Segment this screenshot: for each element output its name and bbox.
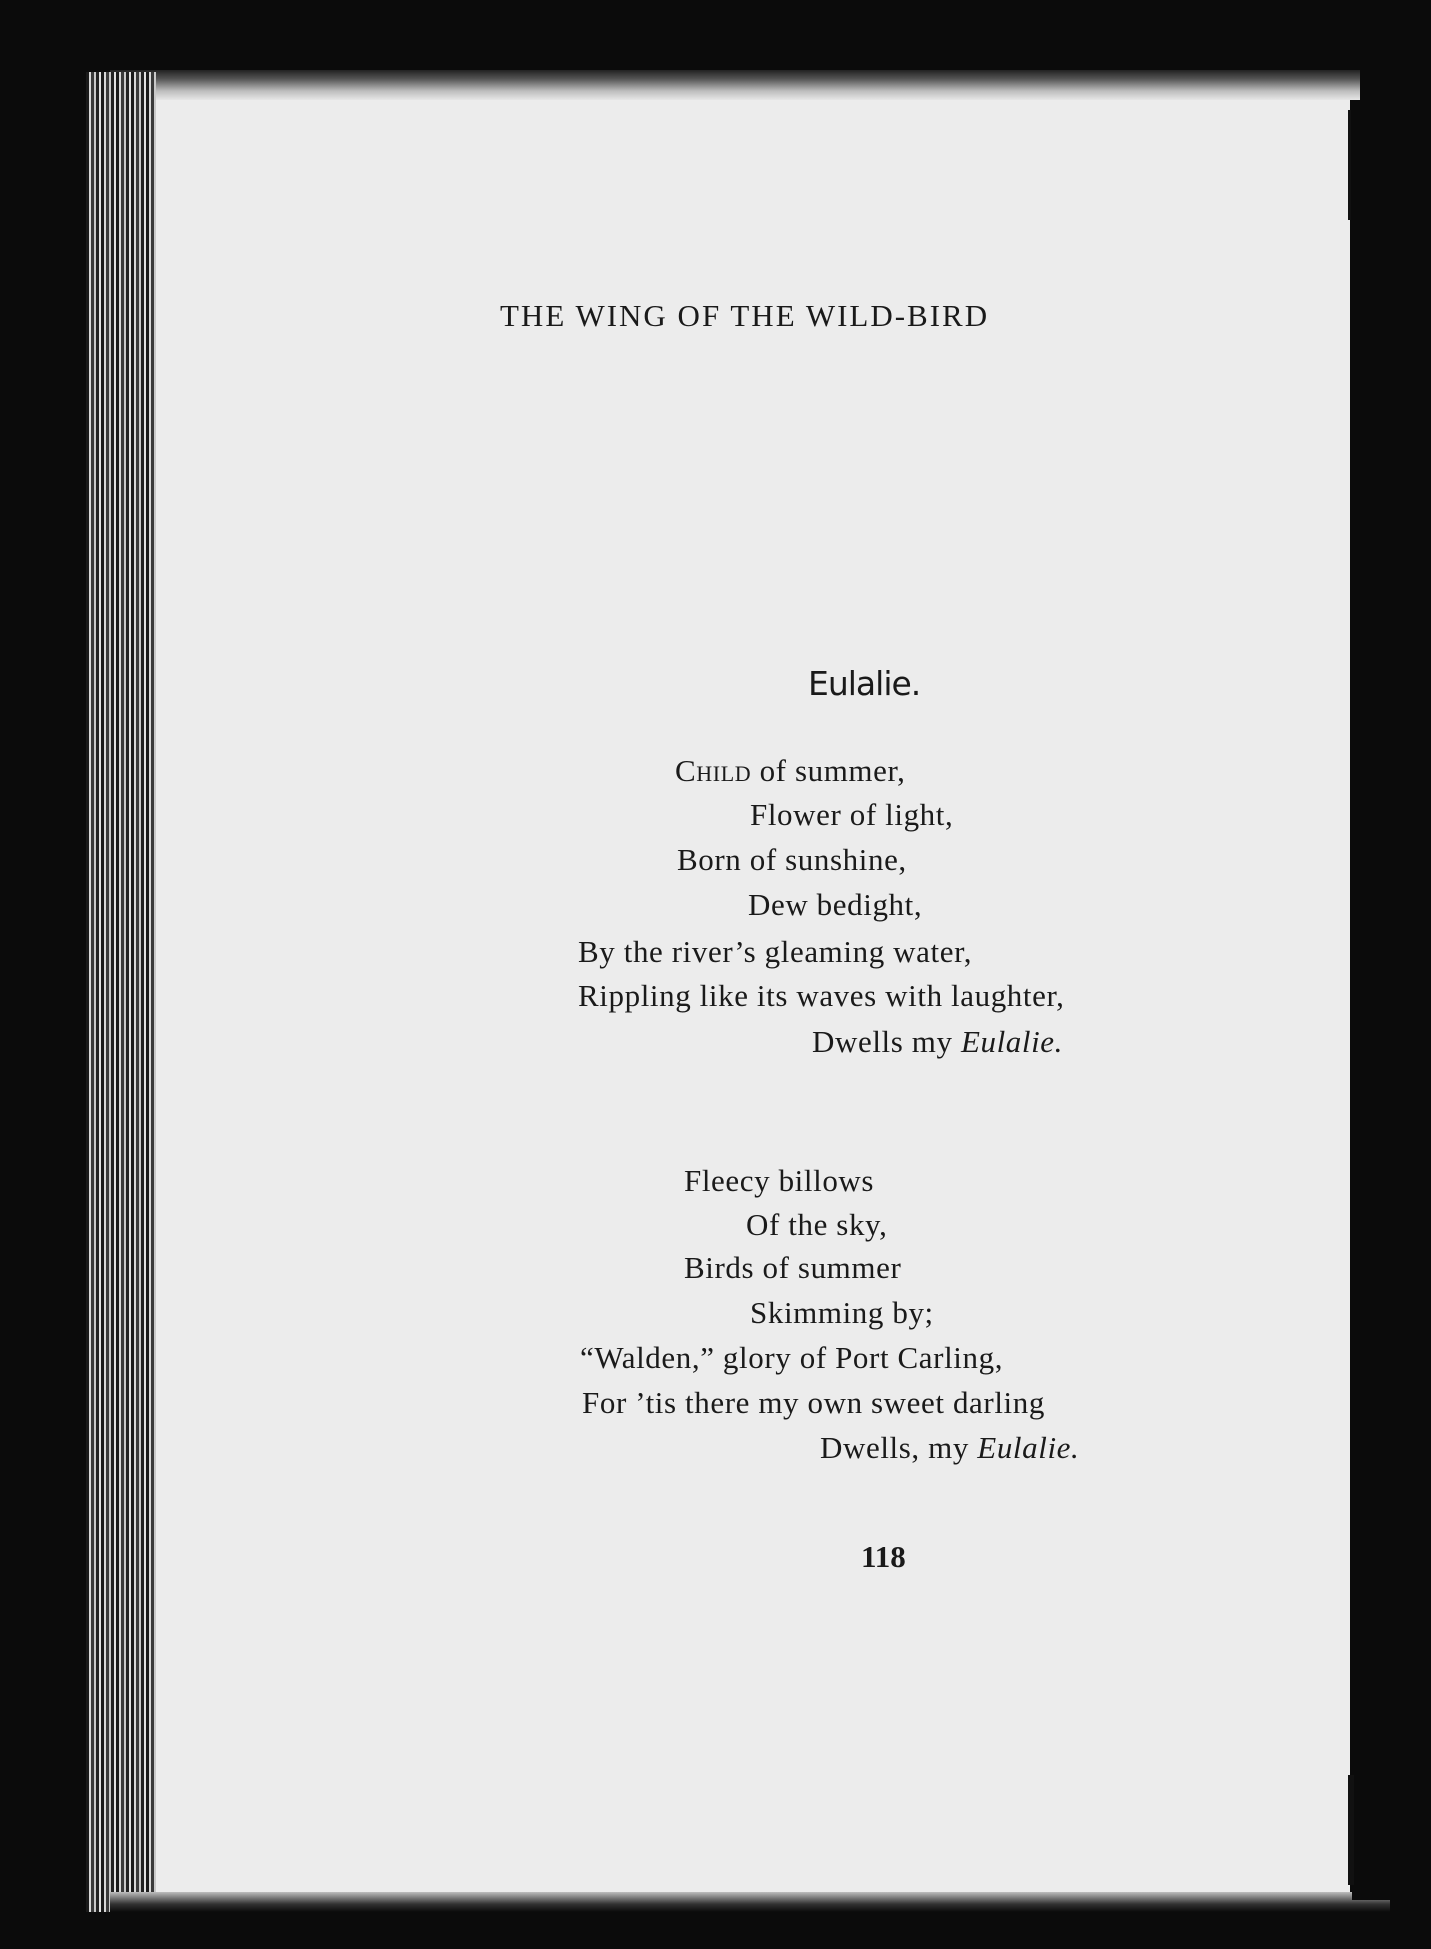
page-number: 118 bbox=[861, 1539, 906, 1574]
poem-line: Dew bedight, bbox=[748, 887, 923, 922]
poem-line: Born of sunshine, bbox=[677, 842, 907, 877]
right-edge-mark bbox=[1348, 1775, 1354, 1885]
page-left-edge bbox=[86, 72, 156, 1912]
right-edge-mark bbox=[1348, 110, 1351, 220]
poem-line: Skimming by; bbox=[750, 1295, 934, 1330]
poem-line: For ’tis there my own sweet darling bbox=[582, 1385, 1045, 1420]
poem-line: Dwells my Eulalie. bbox=[812, 1024, 1064, 1059]
poem-line: Child of summer, bbox=[675, 753, 906, 788]
poem-line: “Walden,” glory of Port Carling, bbox=[580, 1340, 1004, 1375]
poem-line: Flower of light, bbox=[750, 797, 954, 832]
poem-title: Eulalie. bbox=[808, 664, 921, 703]
poem-line: Dwells, my Eulalie. bbox=[820, 1430, 1080, 1465]
facing-page-gap bbox=[1352, 100, 1431, 1900]
running-head: THE WING OF THE WILD-BIRD bbox=[500, 298, 990, 333]
poem-line: Birds of summer bbox=[684, 1250, 902, 1285]
poem-line: Rippling like its waves with laughter, bbox=[578, 978, 1065, 1013]
poem-line: Fleecy billows bbox=[684, 1163, 875, 1198]
poem-line: Of the sky, bbox=[746, 1207, 888, 1242]
page-top-edge bbox=[110, 70, 1360, 100]
poem-line: By the river’s gleaming water, bbox=[578, 934, 973, 969]
page-bottom-edge bbox=[110, 1892, 1390, 1912]
